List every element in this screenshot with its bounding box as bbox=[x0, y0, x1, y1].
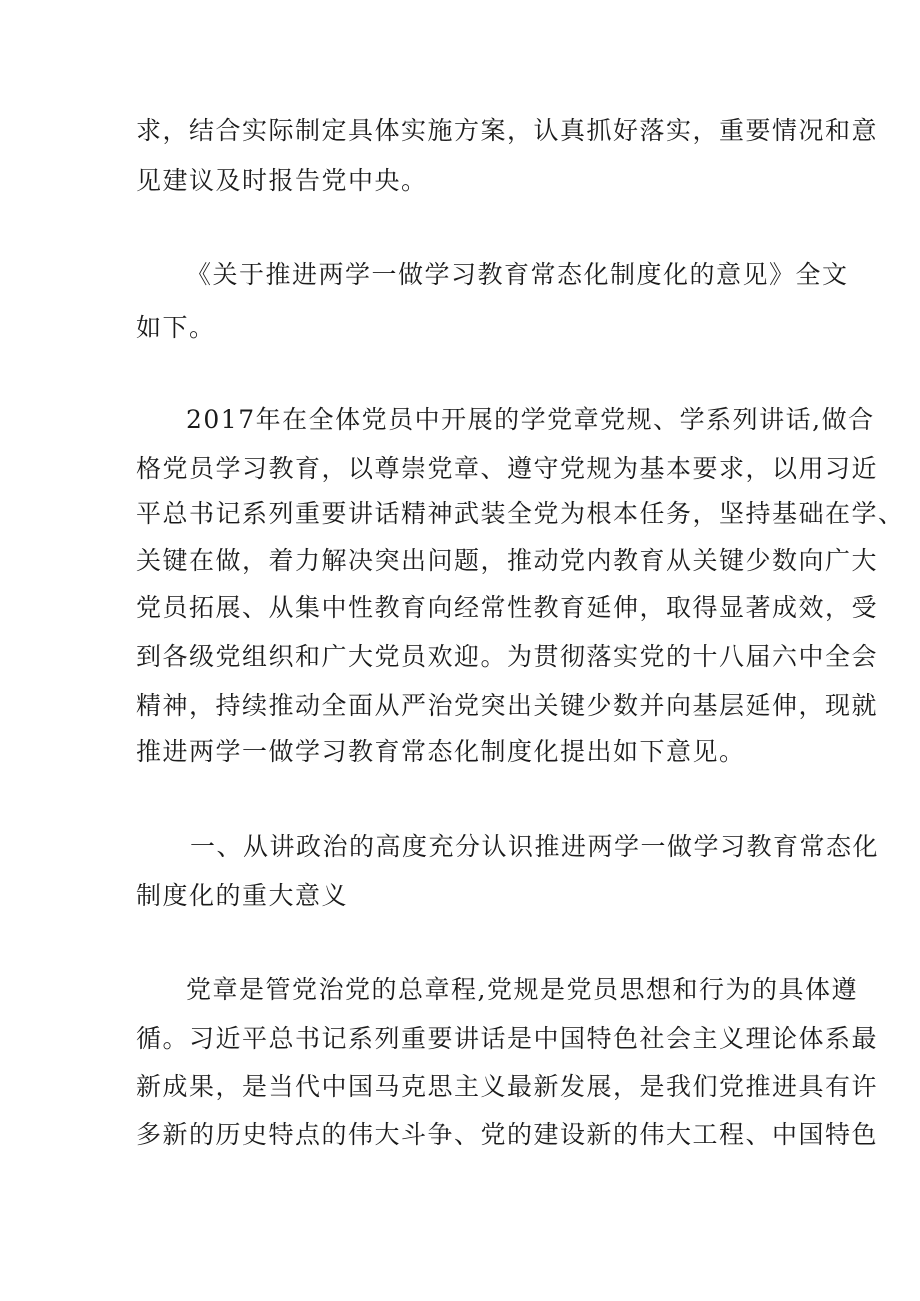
text-line: 推进两学一做学习教育常态化制度化提出如下意见。 bbox=[136, 737, 746, 766]
text-line: 党员拓展、从集中性教育向经常性教育延伸，取得显著成效，受 bbox=[136, 593, 879, 622]
text-line: 党章是管党治党的总章程,党规是党员思想和行为的具体遵 bbox=[186, 975, 858, 1004]
text-line: 《关于推进两学一做学习教育常态化制度化的意见》全文 bbox=[186, 260, 849, 289]
text-line: 见建议及时报告党中央。 bbox=[136, 166, 428, 195]
text-line: 如下。 bbox=[136, 313, 216, 342]
text-line: 格党员学习教育，以尊崇党章、遵守党规为基本要求，以用习近 bbox=[136, 454, 879, 483]
section-heading: 制度化的重大意义 bbox=[136, 881, 349, 910]
text-line: 求，结合实际制定具体实施方案，认真抓好落实，重要情况和意 bbox=[136, 116, 879, 145]
text-line: 精神，持续推动全面从严治党突出关键少数并向基层延伸，现就 bbox=[136, 691, 879, 720]
section-heading: 一、从讲政治的高度充分认识推进两学一做学习教育常态化 bbox=[190, 832, 880, 861]
text-line: 新成果，是当代中国马克思主义最新发展，是我们党推进具有许 bbox=[136, 1072, 879, 1101]
text-line: 多新的历史特点的伟大斗争、党的建设新的伟大工程、中国特色 bbox=[136, 1120, 879, 1149]
text-line: 2017年在全体党员中开展的学党章党规、学系列讲话,做合 bbox=[186, 405, 875, 434]
text-line: 到各级党组织和广大党员欢迎。为贯彻落实党的十八届六中全会 bbox=[136, 642, 879, 671]
text-line: 循。习近平总书记系列重要讲话是中国特色社会主义理论体系最 bbox=[136, 1024, 879, 1053]
text-line: 关键在做，着力解决突出问题，推动党内教育从关键少数向广大 bbox=[136, 546, 879, 575]
text-line: 平总书记系列重要讲话精神武装全党为根本任务，坚持基础在学、 bbox=[136, 499, 905, 528]
